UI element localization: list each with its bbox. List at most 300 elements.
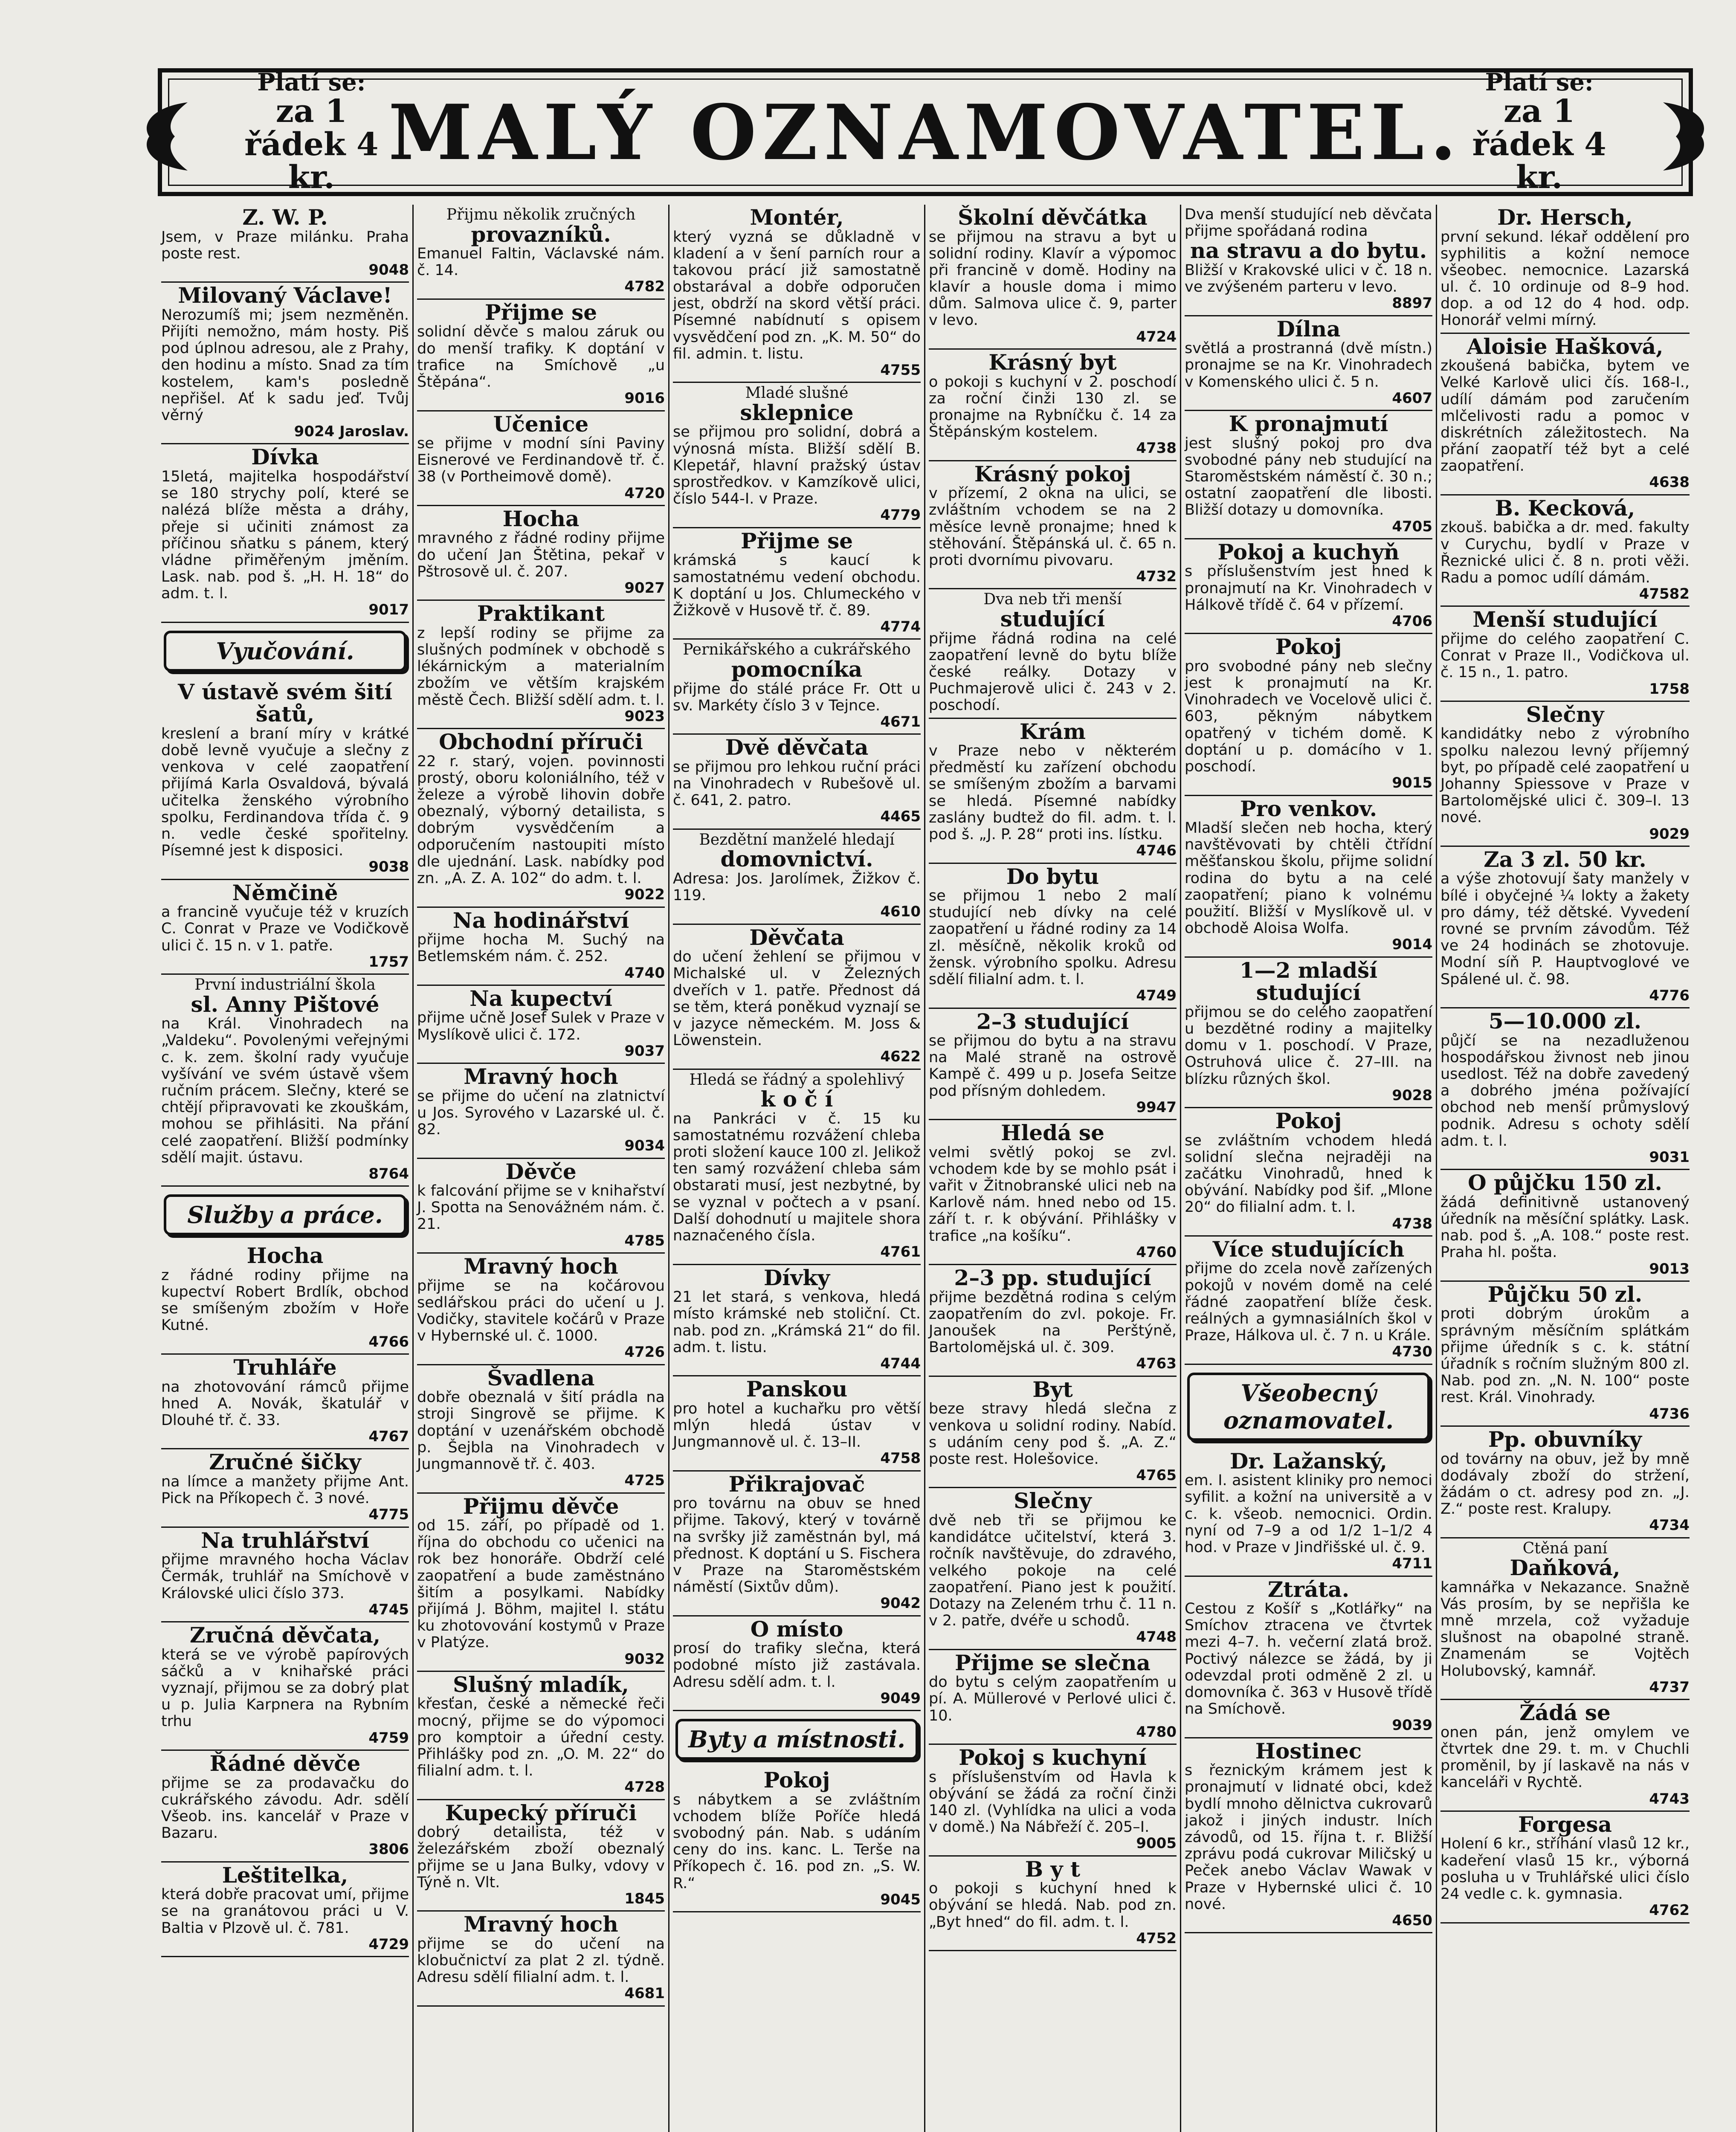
ad-text: pro hotel a kuchařku pro větší mlýn hledá ústav v Jungmannově ul. č. 13–II. [673,1400,921,1451]
ad-heading: 2–3 studující [976,1008,1129,1034]
ad-number: 4774 [880,618,921,636]
column-4 [925,205,1181,2132]
classified-ad [1185,796,1432,958]
ad-heading: Aloisie Hašková, [1466,333,1664,359]
ad-text: od továrny na obuv, jež by mně dodávaly zboží do stržení, žádám o ct. adresy pod zn. „J. Z.“ poste rest. Kralupy. [1440,1450,1690,1518]
ad-heading: Na hodinářství [452,907,629,933]
classified-ad [673,640,921,735]
classified-ad [417,506,665,601]
ad-text: v Praze nebo v některém předměstí ku zařízení obchodu se smíšeným zbožím a barvami se hledá. Písemné nabídky zaslány budtež do fil. adm. t. l. pod š. „J. P. 28“ proti ins. lístku. [929,742,1177,843]
ad-text: kandidátky nebo z výrobního spolku nalezou levný příjemný byt, po případě celé zaopatření u Johanny Spiessove v Praze v Bartolomějské ulici č. 309–I. 13 nové. [1440,725,1690,826]
ad-number: 4762 [1649,1902,1690,1919]
ad-text: velmi světlý pokoj se zvl. vchodem kde by se mohlo psát i vařit v Žitnobranské ulici neb na Karlově nám. hned nebo od 15. září t. r. k obývání. Přihlášky v trafice „na košíku“. [929,1144,1177,1245]
ad-heading: Menší studující [1472,607,1658,632]
ad-number: 4746 [1136,842,1177,860]
ad-number: 9947 [1136,1098,1177,1116]
price-left-line2: za 1 řádek 4 kr. [244,93,379,196]
ad-number: 1845 [624,1890,665,1907]
ad-text: proti dobrým úrokům a správným měsíčním splátkám přijme úředník s c. k. státní úřadník s ročním služným 800 zl. Nab. pod zn. „N. N. 100“ poste rest. Král. Vinohrady. [1440,1305,1690,1406]
classified-ad [1440,1812,1690,1923]
ad-heading: Přijme se slečna [955,1650,1151,1675]
ad-number: 9016 [624,390,665,407]
ad-subheading: Bezdětní manželé hledají [699,831,895,849]
classified-ad [1185,411,1432,539]
ad-text: se přijmou do bytu a na stravu na Malé straně na ostrově Kampě č. 499 u p. Josefa Seitze pod přísným dohledem. [929,1032,1177,1100]
ad-number: 4763 [1136,1355,1177,1373]
price-left-line1: Platí se: [257,68,366,97]
ad-heading: 1—2 mladší studující [1239,957,1378,1005]
ad-text: první sekund. lékař oddělení pro syphilitis a kožní nemoce všeobec. nemocnice. Lazarská ul. č. 10 ordinuje od 8–9 hod. dop. a od 12 do 4 hod. odp. Honorář velmi mírný. [1440,228,1690,329]
ad-text: půjčí se na nezadluženou hospodářskou živnost neb jinou usedlost. Též na dobře zavedený a dobrého jména požívající obchod neb menší průmyslový podnik. Adresu s ochoty sdělí adm. t. l. [1440,1032,1690,1150]
column-3 [669,205,925,2132]
ad-heading: Pro venkov. [1240,796,1377,821]
ad-number: 4785 [624,1232,665,1249]
ad-heading: Přikrajovač [728,1471,865,1497]
ad-heading: Hocha [502,506,580,531]
ad-number: 4737 [1649,1678,1690,1696]
ad-number: 9032 [624,1650,665,1668]
ad-text: přijme do zcela nově zařízených pokojů v novém domě na celé řádné zaopatření blíže česk. reálných a gymnasiálních škol v Praze, Hálkova ul. č. 7 n. u Krále. [1185,1260,1432,1344]
ad-heading: Učenice [493,411,589,437]
ad-number: 4650 [1392,1912,1432,1929]
ad-text: světlá a prostranná (dvě místn.) pronajme se na Kr. Vinohradech v Komenského ulici č. 5 n. [1185,340,1432,391]
classified-ad [1440,1427,1690,1538]
ad-heading: Hostinec [1255,1738,1362,1764]
ad-number: 9034 [624,1137,665,1155]
ad-number: 9031 [1649,1148,1690,1166]
classified-ad [929,1265,1177,1377]
ad-text: z řádné rodiny přijme na kupectví Robert Brdlík, obchod se smíšeným zbožím v Hoře Kutné. [161,1266,409,1334]
ad-text: který vyzná se důkladně v kladení a v šení parních rour a takovou prácí již samostatně obstarával a dobře odporučen jest, obdrží na skord větší práci. Písemné nabídnutí s opisem vysvědčení pod zn. „K. M. 50“ do fil. admin. t. listu. [673,228,921,362]
ad-heading: Krásný byt [988,350,1117,375]
price-right [1462,70,1616,194]
ad-number: 9028 [1392,1086,1432,1104]
ad-text: em. I. asistent kliniky pro nemoci syfilit. a kožní na universitě a v c. k. všeob. nemocnici. Ordin. nyní od 7–9 a od 1/2 1–1/2 4 hod. v Praze v Jindřišské ul. č. 9. [1185,1472,1432,1556]
classified-ad [161,1449,409,1527]
section-heading: Služby a práce. [164,1194,406,1235]
ad-text: se zvláštním vchodem hledá solidní slečna nejraději na začátku Vinohradů, hned k obývání. Nabídky pod šif. „Mlone 20“ do filialní adm. t. l. [1185,1132,1432,1216]
classified-ad [161,1863,409,1957]
classified-ad [673,1472,921,1616]
ad-number: 4730 [1392,1343,1432,1361]
classified-ad [1440,702,1690,847]
ad-columns [158,205,1693,2132]
classified-ad [1185,205,1432,316]
ad-heading: Pokoj [1275,1108,1342,1134]
classified-ad [929,350,1177,461]
column-5 [1181,205,1437,2132]
ad-heading: Řádné děvče [209,1751,361,1776]
ad-text: Emanuel Faltin, Václavské nám. č. 14. [417,245,665,279]
classified-ad [929,1745,1177,1857]
classified-ad [673,1265,921,1377]
ad-number: 4734 [1649,1517,1690,1534]
classified-ad [673,1376,921,1471]
ad-text: od 15. září, po případě od 1. října do obchodu co učenici na rok bez honoráře. Obdrží celé zaopatření a bude zaměstnáno šitím a posylkami. Nabídky přijímá J. Böhm, majitel I. státu ku zhotovování kostymů v Praze v Platýze. [417,1517,665,1651]
column-6 [1437,205,1693,2132]
classified-ad [417,1672,665,1800]
ad-number: 9022 [624,886,665,904]
ad-heading: Švadlena [487,1365,595,1390]
ad-heading: Pokoj [1275,634,1342,660]
ad-text: Mladší slečen neb hocha, který navštěvovati by chtěli čtřídní měšťanskou školu, přijme solidní rodina do bytu a na celé zaopatření; piano k volnému použití. Bližší v Myslíkově ul. v obchodě Aloisa Wolfa. [1185,820,1432,937]
classified-ad [417,1064,665,1159]
ad-number: 4732 [1136,568,1177,585]
ad-heading: Praktikant [477,601,605,626]
classified-ad [673,528,921,640]
ad-text: beze stravy hledá slečna z venkova u solidní rodiny. Nabíd. s udáním ceny pod š. „A. Z.“ poste rest. Holešovice. [929,1400,1177,1468]
classified-ad [673,1616,921,1711]
column-1 [158,205,414,2132]
classified-ad [1440,334,1690,495]
ad-heading: Zručné šičky [209,1449,361,1475]
ad-text: se přijmou pro solidní, dobrá a výnosná místa. Bližší sdělí B. Klepetář, hlavní pražský ústav sprostředkov. v Kamzíkově ulici, číslo 544-I. v Praze. [673,423,921,508]
ad-text: kreslení a braní míry v krátké době levně vyučuje a slečny z venkova v celé zaopatření přijímá Karla Osvaldová, bývalá učitelka ženského výrobního spolku, Ferdinandova třída č. 9 n. vedle české spořitelny. Písemné jest k disposici. [161,725,409,860]
ad-number: 4748 [1136,1628,1177,1646]
ad-number: 4782 [624,278,665,295]
ad-text: která dobře pracovat umí, přijme se na granátovou práci u V. Baltia v Plzově ul. č. 781. [161,1886,409,1937]
ad-number: 3806 [368,1841,409,1858]
ad-text: s nábytkem a se zvláštním vchodem blíže Poříče hledá svobodný pán. Nab. s udáním ceny do ins. kanc. L. Terše na Příkopech č. 16. pod zn. „S. W. R.“ [673,1791,921,1892]
ad-number: 4752 [1136,1929,1177,1947]
ad-text: na zhotovování rámců přijme hned A. Novák, škatulář v Dlouhé tř. č. 33. [161,1378,409,1429]
ad-heading: Forgesa [1518,1811,1612,1837]
ad-number: 9037 [624,1042,665,1060]
classified-ad [161,1355,409,1449]
ad-number: 4744 [880,1355,921,1372]
ad-heading: Slečny [1014,1488,1092,1514]
ad-number: 9024 Jaroslav. [294,423,409,440]
ad-number: 4738 [1392,1215,1432,1232]
ad-text: 21 let stará, s venkova, hledá místo krámské neb stoliční. Ct. nab. pod zn. „Krámská 21“ do fil. adm. t. listu. [673,1289,921,1356]
classified-ad [417,1912,665,2006]
ad-subheading: Hledá se řádný a spolehlivý [689,1071,904,1089]
ad-text: přijme řádná rodina na celé zaopatření levně do bytu blíže české reálky. Dotazy v Puchmajerově ulici č. 243 v 2. poschodí. [929,630,1177,714]
classified-ad [1185,634,1432,796]
classified-ad [929,864,1177,1009]
ad-heading: Dívka [251,444,319,470]
price-right-line2: za 1 řádek 4 kr. [1472,93,1606,196]
ad-heading: Slečny [1526,701,1604,727]
ad-text: Adresa: Jos. Jarolímek, Žižkov č. 119. [673,870,921,904]
ad-text: Holení 6 kr., stříhání vlasů 12 kr., kadeření vlasů 15 kr., výborná posluha u v Truhlářské ulici číslo 24 vedle c. k. gymnasia. [1440,1835,1690,1903]
ad-number: 4776 [1649,987,1690,1004]
ad-text: do bytu s celým zaopatřením u pí. A. Müllerové v Perlové ulici č. 10. [929,1674,1177,1724]
classified-ad [1185,1577,1432,1738]
ad-number: 9015 [1392,774,1432,792]
ad-text: přijme bezdětná rodina s celým zaopatřením do zvl. pokoje. Fr. Janoušek na Perštýně, Bartolomějská ul. č. 309. [929,1289,1177,1356]
ad-text: o pokoji s kuchyní hned k obývání se hledá. Nab. pod zn. „Byt hned“ do fil. adm. t. l. [929,1880,1177,1931]
ad-heading: Leštitelka, [222,1862,348,1888]
ad-text: Jsem, v Praze milánku. Praha poste rest. [161,228,409,262]
ad-number: 4681 [624,1985,665,2002]
ad-text: kamnářka v Nekazance. Snažně Vás prosím, by se nepřišla ke mně mrzela, což vyžaduje slušnost na obapolné straně. Znamenám se Vojtěch Holubovský, kamnář. [1440,1579,1690,1680]
classified-ad [1440,1008,1690,1170]
ad-text: onen pán, jenž omylem ve čtvrtek dne 29. t. m. v Chuchli proměnil, by jí laskavě na nás v kanceláři v Rychtě. [1440,1724,1690,1791]
ad-heading: Mravný hoch [464,1912,618,1937]
classified-ad [161,1528,409,1622]
classified-ad [417,205,665,300]
classified-ad [417,1159,665,1254]
ad-text: na Král. Vinohradech na „Valdeku“. Povolenými veřejnými c. k. zem. školní rady vyučuje vyšívání ve svém ústavě všem ručním prácem. Slečny, které se chtějí připravovati ke zkouškám, mohou se přihlásiti. Na přání celé zaopatření. Bližší podmínky sdělí majit. ústavu. [161,1015,409,1166]
classified-ad [929,589,1177,718]
classified-ad [673,735,921,829]
ad-number: 9027 [624,579,665,597]
ad-number: 4706 [1392,612,1432,630]
ad-heading: Němčině [232,880,338,905]
classified-ad [1185,316,1432,411]
ad-number: 4758 [880,1450,921,1467]
ad-subheading: Dva neb tři menší [983,591,1122,608]
classified-ad [1185,1448,1432,1577]
ad-heading: provazníků. [471,221,611,247]
ad-number: 4638 [1649,474,1690,491]
ad-heading: Dr. Lažanský, [1229,1448,1388,1474]
ad-heading: Mravný hoch [464,1254,618,1279]
ad-subheading: Ctěná paní [1522,1539,1608,1557]
classified-ad [929,205,1177,350]
ad-heading: na stravu a do bytu. [1190,238,1427,264]
ad-heading: Děvčata [749,924,844,950]
ad-number: 4610 [880,903,921,921]
classified-ad [417,300,665,411]
ad-number: 4761 [880,1243,921,1261]
classified-ad [1185,1237,1432,1365]
ad-heading: O místo [750,1616,843,1642]
ad-heading: Více studujících [1212,1236,1405,1262]
classified-ad [1440,1282,1690,1427]
ad-heading: Byt [1032,1376,1073,1402]
ad-heading: Pp. obuvníky [1488,1427,1642,1452]
classified-ad [1440,495,1690,607]
classified-ad [161,1751,409,1863]
newspaper-page [158,68,1693,2132]
ornament-left-icon [136,98,196,175]
ad-heading: B y t [1025,1856,1081,1882]
ad-number: 4755 [880,362,921,379]
ad-heading: Daňková, [1510,1555,1620,1581]
ad-heading: Panskou [746,1376,848,1402]
ad-number: 4767 [368,1428,409,1445]
ad-text: Cestou z Košíř s „Kotlářky“ na Smíchov ztracena ve čtvrtek mezi 4–7. h. večerní zlatá brož. Poctivý nálezce se žádá, by ji odevzdal proti odměně 2 zl. u domovníka č. 363 v Husově třídě na Smíchově. [1185,1600,1432,1718]
ad-heading: domovnictví. [720,846,873,872]
ad-text: o pokoji s kuchyní v 2. poschodí za roční činži 130 zl. se pronajme na Rybníčku č. 14 za Štěpánským kostelem. [929,373,1177,441]
ad-heading: Pokoj [763,1767,830,1793]
ad-number: 47582 [1639,585,1690,603]
ad-number: 4760 [1136,1243,1177,1261]
ad-heading: Zručná děvčata, [189,1622,381,1648]
ad-heading: O půjčku 150 zl. [1468,1170,1662,1196]
ad-text: přijme do stálé práce Fr. Ott u sv. Markéty číslo 3 v Tejnce. [673,680,921,714]
ad-subheading: První industriální škola [194,976,376,994]
ad-text: 15letá, majitelka hospodářství se 180 strychy polí, které se nalézá blíže města a dráhy, přeje si učiniti známost za příčinou sňatku s pánem, který vládne přiměřeným jměním. Lask. nab. pod š. „H. H. 18“ do adm. t. l. [161,468,409,603]
ad-text: přijme se do učení na klobučnictví za plat 2 zl. týdně. Adresu sdělí filialní adm. t. l. [417,1935,665,1986]
classified-ad [929,461,1177,590]
ad-text: solidní děvče s malou záruk ou do menší trafiky. K doptání v trafice na Smíchově „u Štěpána“. [417,323,665,391]
ad-text: křesťan, české a německé řeči mocný, přijme se do výpomoci pro komptoir a úřední cesty. Přihlášky pod zn. „O. M. 22“ do filialní adm. t. l. [417,1695,665,1780]
ad-text: a výše zhotovují šaty manžely v bílé i obyčejné ¼ lokty a žakety pro dámy, též dětské. Vyvedení rovné se prvním závodům. Též ve 24 hodinách se zhotovuje. Modní síň P. Hauptvoglové ve Spálené ul. č. 98. [1440,870,1690,988]
ad-heading: Za 3 zl. 50 kr. [1484,846,1646,872]
classified-ad [1185,539,1432,634]
ad-subheading: Mladé slušné [745,384,849,402]
ad-heading: Pokoj s kuchyní [959,1745,1147,1770]
ad-text: se přijmou na stravu a byt u solidní rodiny. Klavír a výpomoc při francině v domě. Hodiny na klavír a housle doma i mimo dům. Salmova ulice č. 9, parter v levo. [929,228,1177,329]
classified-ad [673,830,921,925]
ad-heading: Hocha [246,1243,324,1269]
ad-heading: Dr. Hersch, [1497,205,1633,230]
ad-text: přijme se za prodavačku do cukrářského závodu. Adr. sdělí Všeob. ins. kancelář v Praze v Bazaru. [161,1774,409,1842]
ad-heading: Hledá se [1001,1120,1104,1146]
ad-text: zkoušená babička, bytem ve Velké Karlově ulici čís. 168-I., udílí dámám pod zaručením mlčelivosti radu a pomoc v diskrétních záležitostech. Na přání zaopatří též byt a celé zaopatření. [1440,357,1690,475]
ad-number: 4725 [624,1472,665,1489]
ad-number: 4724 [1136,328,1177,345]
ad-number: 9013 [1649,1260,1690,1277]
ad-text: která se ve výrobě papírových sáčků a v knihařské práci vyznají, přijmou se za dobrý plat u p. Julia Karpnera na Rybním trhu [161,1646,409,1730]
ad-heading: studující [1000,606,1105,632]
classified-ad [161,679,409,880]
ad-number: 9005 [1136,1835,1177,1852]
ad-text: na Pankráci v č. 15 ku samostatnému rozvážení chleba proti složení kauce 100 zl. Jelikož ten samý rozvážení chleba sám obstarati musí, jest nezbytné, by se vyznal v počtech a v psaní. Další dohodnutí u majitele shora naznačeného čísla. [673,1110,921,1245]
ad-text: se přijme v modní síni Paviny Eisnerové ve Ferdinandově tř. č. 38 (v Portheimově domě). [417,435,665,486]
ad-heading: Přijme se [484,299,597,325]
ad-heading: Do bytu [1006,863,1099,889]
section-heading: Všeobecný oznamovatel. [1187,1373,1430,1441]
ad-heading: K pronajmutí [1229,411,1388,437]
classified-ad [417,908,665,986]
ad-text: dobrý detailista, též v železářském zboží obeznalý přijme se u Jana Bulky, vdovy v Týně n. Vlt. [417,1824,665,1891]
ad-subheading: Pernikářského a cukrářského [683,641,911,659]
ad-heading: Na kupectví [470,985,612,1011]
classified-ad [1185,958,1432,1108]
ad-heading: Školní děvčátka [958,205,1148,230]
classified-ad [1440,1700,1690,1812]
ad-text: přijme učně Josef Sulek v Praze v Myslíkově ulici č. 172. [417,1009,665,1043]
ad-heading: Dílna [1276,316,1341,342]
ad-number: 9014 [1392,936,1432,953]
ad-number: 4765 [1136,1467,1177,1484]
ad-number: 4743 [1649,1790,1690,1808]
classified-ad [929,1650,1177,1745]
ad-number: 4745 [368,1601,409,1618]
ad-text: se přijmou 1 nebo 2 malí studující neb dívky na celé zaopatření u řádné rodiny za 14 zl. měsíčně, několik kroků od žensk. výrobního spolku. Adresu sdělí filialní adm. t. l. [929,887,1177,988]
classified-ad [929,1377,1177,1489]
ad-number: 4736 [1649,1405,1690,1422]
ad-number: 9048 [368,261,409,278]
ad-number: 9029 [1649,825,1690,843]
ornament-right-icon [1655,98,1714,175]
ad-number: 4738 [1136,440,1177,457]
ad-heading: Kupecký příruči [445,1800,637,1825]
classified-ad [417,1800,665,1912]
classified-ad [929,1120,1177,1265]
ad-text: prosí do trafiky slečna, která podobné místo již zastávala. Adresu sdělí adm. t. l. [673,1640,921,1691]
classified-ad [161,1622,409,1751]
ad-heading: Pokoj a kuchyň [1217,539,1400,565]
ad-heading: pomocníka [731,657,863,682]
ad-number: 4607 [1392,389,1432,407]
ad-text: dobře obeznalá v šití prádla na stroji Singrově se přijme. K doptání v uzenářském obchodě p. Šejbla na Vinohradech v Jungmannově tř. č. 403. [417,1389,665,1473]
ad-text: dvě neb tři se přijmou ke kandidátce učitelství, která 3. ročník navštěvuje, do zdravého, velkého pokoje na celé zaopatření. Piano jest k použití. Dotazy na Zeleném trhu č. 11 n. v 2. patře, dvéře u schodů. [929,1512,1177,1630]
ad-text: přijmou se do celého zaopatření u bezdětné rodiny a majitelky domu v 1. poschodí. V Praze, Ostruhová ulice č. 27–III. na blízku různých škol. [1185,1003,1432,1088]
ad-number: 4729 [368,1935,409,1953]
classified-ad [673,383,921,528]
ad-heading: Z. W. P. [242,205,328,230]
ad-text: se přijmou pro lehkou ruční práci na Vinohradech v Rubešově ul. č. 641, 2. patro. [673,758,921,809]
ad-number: 8897 [1392,295,1432,312]
ad-number: 4671 [880,713,921,730]
ad-text: na límce a manžety přijme Ant. Pick na Příkopech č. 3 nové. [161,1473,409,1507]
ad-heading: Obchodní příruči [439,729,643,755]
ad-heading: 2–3 pp. studující [954,1265,1151,1291]
ad-number: 4622 [880,1048,921,1066]
section-heading: Byty a místnosti. [675,1719,918,1760]
ad-text: pro svobodné pány neb slečny jest k pronajmutí na Kr. Vinohradech ve Vocelově ulici č. 603, pěkným nábytkem opatřený v tichém domě. K doptání u p. domácího v 1. poschodí. [1185,658,1432,775]
ad-text: žádá definitivně ustanovený úředník na měsíční splátky. Lask. nab. pod š. „A. 108.“ poste rest. Praha hl. pošta. [1440,1193,1690,1261]
ad-heading: Dvě děvčata [725,735,869,760]
ad-number: 9017 [368,601,409,619]
ad-text: zkouš. babička a dr. med. fakulty v Curychu, bydlí v Praze v Řeznické ulici č. 8 n. proti věži. Radu a pomoc udílí dámám. [1440,519,1690,586]
ad-number: 8764 [368,1165,409,1182]
ad-heading: Půjčku 50 zl. [1487,1281,1643,1307]
ad-number: 9039 [1392,1717,1432,1734]
ad-heading: Děvče [505,1159,577,1184]
ad-heading: Žádá se [1519,1700,1611,1726]
column-2 [414,205,669,2132]
classified-ad [673,1767,921,1912]
ad-heading: Přijme se [740,528,853,553]
ad-heading: Mravný hoch [464,1064,618,1089]
classified-ad [673,925,921,1070]
ad-number: 1758 [1649,680,1690,698]
ad-number: 4711 [1392,1555,1432,1573]
classified-ad [1440,205,1690,334]
classified-ad [929,1009,1177,1121]
classified-ad [929,1488,1177,1650]
classified-ad [417,729,665,907]
ad-text: přijme se na kočárovou sedlářskou práci do učení u J. Vodičky, stavitele kočárů v Praze v Hybernské ul. č. 1000. [417,1277,665,1345]
classified-ad [161,1243,409,1355]
ad-heading: B. Kecková, [1495,495,1635,521]
ad-heading: Dívky [763,1265,830,1290]
classified-ad [1440,1538,1690,1700]
ad-text: přijme do celého zaopatření C. Conrat v Praze II., Vodičkova ul. č. 15 n., 1. patro. [1440,630,1690,681]
ad-number: 9049 [880,1689,921,1707]
classified-ad [673,1070,921,1265]
ad-number: 4720 [624,484,665,502]
ad-text: krámská s kaucí k samostatnému vedení obchodu. K doptání u Jos. Chlumeckého v Žižkově v Husově tř. č. 89. [673,552,921,619]
ad-number: 1757 [368,953,409,970]
masthead-title: MALÝ OZNAMOVATEL. [388,87,1463,177]
classified-ad [1185,1738,1432,1934]
ad-text: s příslušenstvím jest hned k pronajmutí na Kr. Vinohradech v Hálkově třídě č. 64 v přízemí. [1185,563,1432,614]
classified-ad [161,205,409,283]
ad-heading: Ztráta. [1267,1576,1350,1602]
ad-number: 4779 [880,507,921,524]
ad-text: do učení žehlení se přijmou v Michalské ul. v Železných dveřích v 1. patře. Přednost dá se těm, která poněkud vyznají se v jazyce německém. M. Joss & Löwenstein. [673,948,921,1049]
ad-text: v přízemí, 2 okna na ulici, se zvláštním vchodem se na 2 měsíce levně pronajme; hned k stěhování. Štěpánská ul. č. 65 n. proti dvornímu pivovaru. [929,485,1177,569]
classified-ad [673,205,921,383]
ad-text: se přijme do učení na zlatnictví u Jos. Syrového v Lazarské ul. č. 82. [417,1087,665,1138]
ad-text: mravného z řádné rodiny přijme do učení Jan Štětina, pekař v Pštrosově ul. č. 207. [417,530,665,580]
ad-number: 4740 [624,964,665,982]
ad-number: 4780 [1136,1723,1177,1741]
ad-text: 22 r. starý, vojen. povinnosti prostý, oboru koloniálního, též v železe a výrobě lihovin dobře obeznalý, výborný detailista, s dobrým vysvědčením a odporučením nastoupiti místo dle ujednání. Lask. nabídky pod zn. „A. Z. A. 102“ do adm. t. l. [417,753,665,887]
masthead [158,68,1693,196]
ad-number: 9045 [880,1891,921,1908]
ad-heading: Slušný mladík, [453,1671,629,1697]
ad-number: 9038 [368,858,409,876]
ad-text: s řeznickým krámem jest k pronajmutí v lidnaté obci, kdež bydlí mnoho dělnictva cukrovarů jakož i jiných industr. lních závodů, od 15. října t. r. Bližší zprávu podá cukrovar Miličský u Peček anebo Václav Wawak v Praze v Hybernské ulici č. 10 nové. [1185,1762,1432,1913]
